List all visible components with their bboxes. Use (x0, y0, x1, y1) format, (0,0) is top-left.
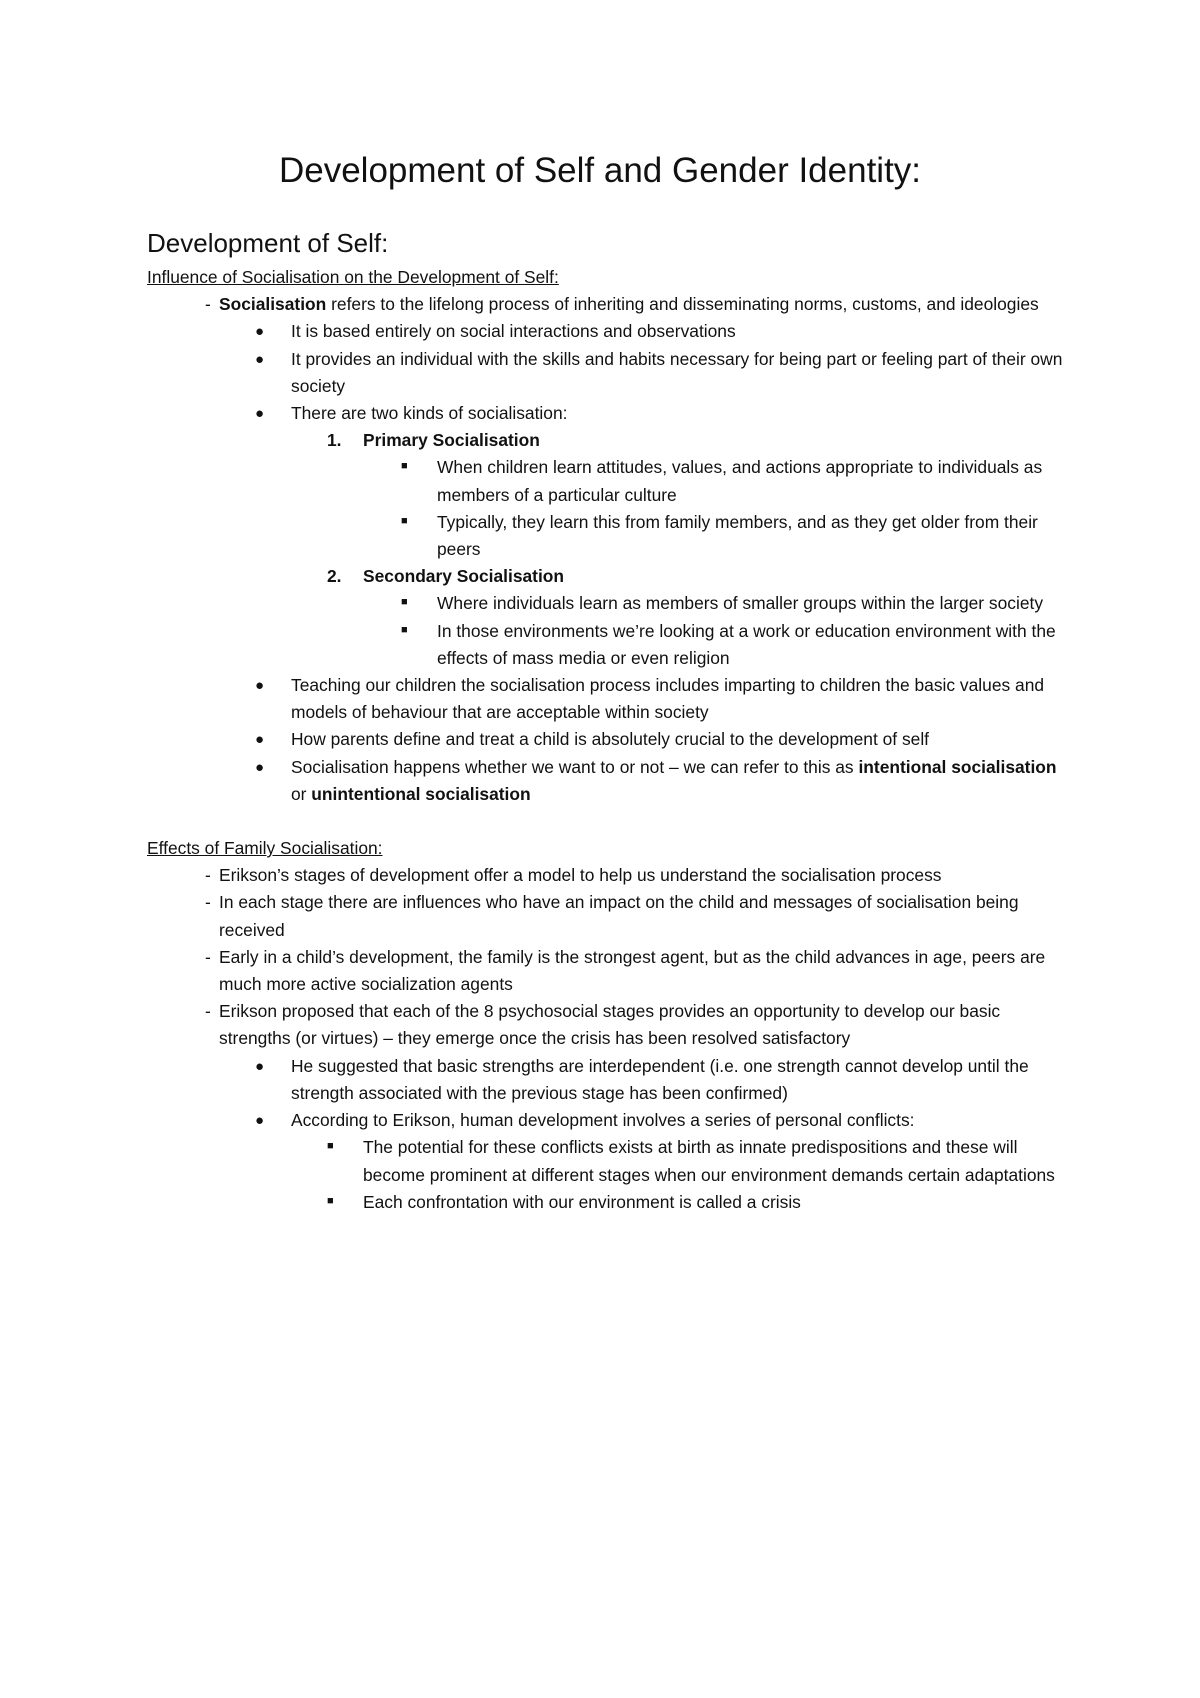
numbered-item (327, 427, 1067, 454)
bullet-marker: ● (255, 405, 265, 423)
list-item-text: He suggested that basic strengths are interdependent (i.e. one strength cannot develop until the strength associated with the previous stage has been confirmed) (291, 1055, 1029, 1103)
square-marker: ■ (327, 1140, 334, 1153)
list-item-text: It is based entirely on social interactions and observations (291, 321, 736, 342)
bullet-marker: ● (255, 323, 265, 341)
list-item-text: How parents define and treat a child is absolutely crucial to the development of self (291, 729, 930, 750)
bullet-marker: ● (255, 1112, 265, 1130)
spacer (147, 808, 1067, 835)
list-item (327, 1134, 1067, 1188)
list-item-text: Erikson proposed that each of the 8 psychosocial stages provides an opportunity to develop our basic strengths (or virtues) – they emerge once the crisis has been resolved satisfactory (219, 1001, 1001, 1049)
list-item (401, 454, 1067, 508)
list-item (205, 862, 1067, 889)
list-item (401, 618, 1067, 672)
list-item-text: When children learn attitudes, values, and actions appropriate to individuals as members of a particular culture (437, 457, 1043, 505)
document-body (147, 264, 1067, 1216)
subheading-influence: Influence of Socialisation on the Development of Self: (147, 267, 559, 287)
list-item (205, 944, 1067, 998)
list-item-text: In those environments we’re looking at a work or education environment with the effects of mass media or even religion (437, 620, 1056, 668)
list-item (401, 590, 1067, 617)
square-marker: ■ (401, 596, 408, 609)
list-item (255, 1107, 1067, 1134)
term-socialisation: Socialisation (219, 294, 327, 315)
bullet-marker: ● (255, 758, 265, 776)
number-marker: 1. (327, 430, 342, 451)
number-marker: 2. (327, 566, 342, 587)
dash-marker: - (205, 865, 211, 886)
list-item-text: In each stage there are influences who have an impact on the child and messages of socialisation being received (219, 892, 1019, 940)
list-item-text: Erikson’s stages of development offer a model to help us understand the socialisation process (219, 865, 942, 886)
dash-marker: - (205, 892, 211, 913)
list-item-text: or (291, 783, 312, 804)
list-item (255, 754, 1067, 808)
list-item (255, 726, 1067, 753)
bullet-marker: ● (255, 350, 265, 368)
dash-marker: - (205, 294, 211, 315)
dash-marker: - (205, 1001, 211, 1022)
term-unintentional: unintentional socialisation (311, 783, 531, 804)
list-item-text: Typically, they learn this from family members, and as they get older from their peers (437, 511, 1038, 560)
subheading-family: Effects of Family Socialisation: (147, 838, 383, 859)
numbered-item-text: Secondary Socialisation (363, 566, 565, 587)
section-heading: Development of Self: (147, 228, 389, 258)
list-item (401, 509, 1067, 563)
dash-marker: - (205, 946, 211, 967)
square-marker: ■ (327, 1194, 334, 1207)
list-item-text: Early in a child’s development, the family is the strongest agent, but as the child advances in age, peers are much more active socialization agents (219, 946, 1046, 995)
list-item (205, 291, 1067, 318)
list-item-text: There are two kinds of socialisation: (291, 403, 568, 424)
document-title: Development of Self and Gender Identity: (278, 151, 922, 190)
list-item (255, 318, 1067, 345)
bullet-marker: ● (255, 1057, 265, 1075)
square-marker: ■ (401, 514, 408, 527)
numbered-item (327, 563, 1067, 590)
list-item (205, 889, 1067, 943)
list-item (255, 346, 1067, 400)
bullet-marker: ● (255, 731, 265, 749)
list-item-text: The potential for these conflicts exists at birth as innate predispositions and these will become prominent at different stages when our environment demands certain adaptations (363, 1137, 1055, 1185)
list-item-text: Teaching our children the socialisation process includes imparting to children the basic values and models of behaviour that are acceptable within society (291, 675, 1045, 723)
list-item (255, 400, 1067, 427)
square-marker: ■ (401, 460, 408, 473)
list-item-text: Socialisation happens whether we want to or not – we can refer to this as (291, 756, 859, 777)
square-marker: ■ (401, 623, 408, 636)
list-item-text: It provides an individual with the skills and habits necessary for being part or feeling part of their own society (291, 348, 1063, 396)
list-item-text: Where individuals learn as members of smaller groups within the larger society (437, 593, 1044, 614)
list-item (327, 1189, 1067, 1216)
list-item-text: According to Erikson, human development involves a series of personal conflicts: (291, 1110, 915, 1131)
term-intentional: intentional socialisation (858, 756, 1057, 777)
bullet-marker: ● (255, 677, 265, 695)
list-item-text: refers to the lifelong process of inheriting and disseminating norms, customs, and ideologies (326, 294, 1039, 315)
list-item (255, 672, 1067, 726)
numbered-item-text: Primary Socialisation (363, 430, 540, 451)
list-item-text: Each confrontation with our environment is called a crisis (363, 1191, 801, 1212)
list-item (255, 1053, 1067, 1107)
list-item (205, 998, 1067, 1052)
